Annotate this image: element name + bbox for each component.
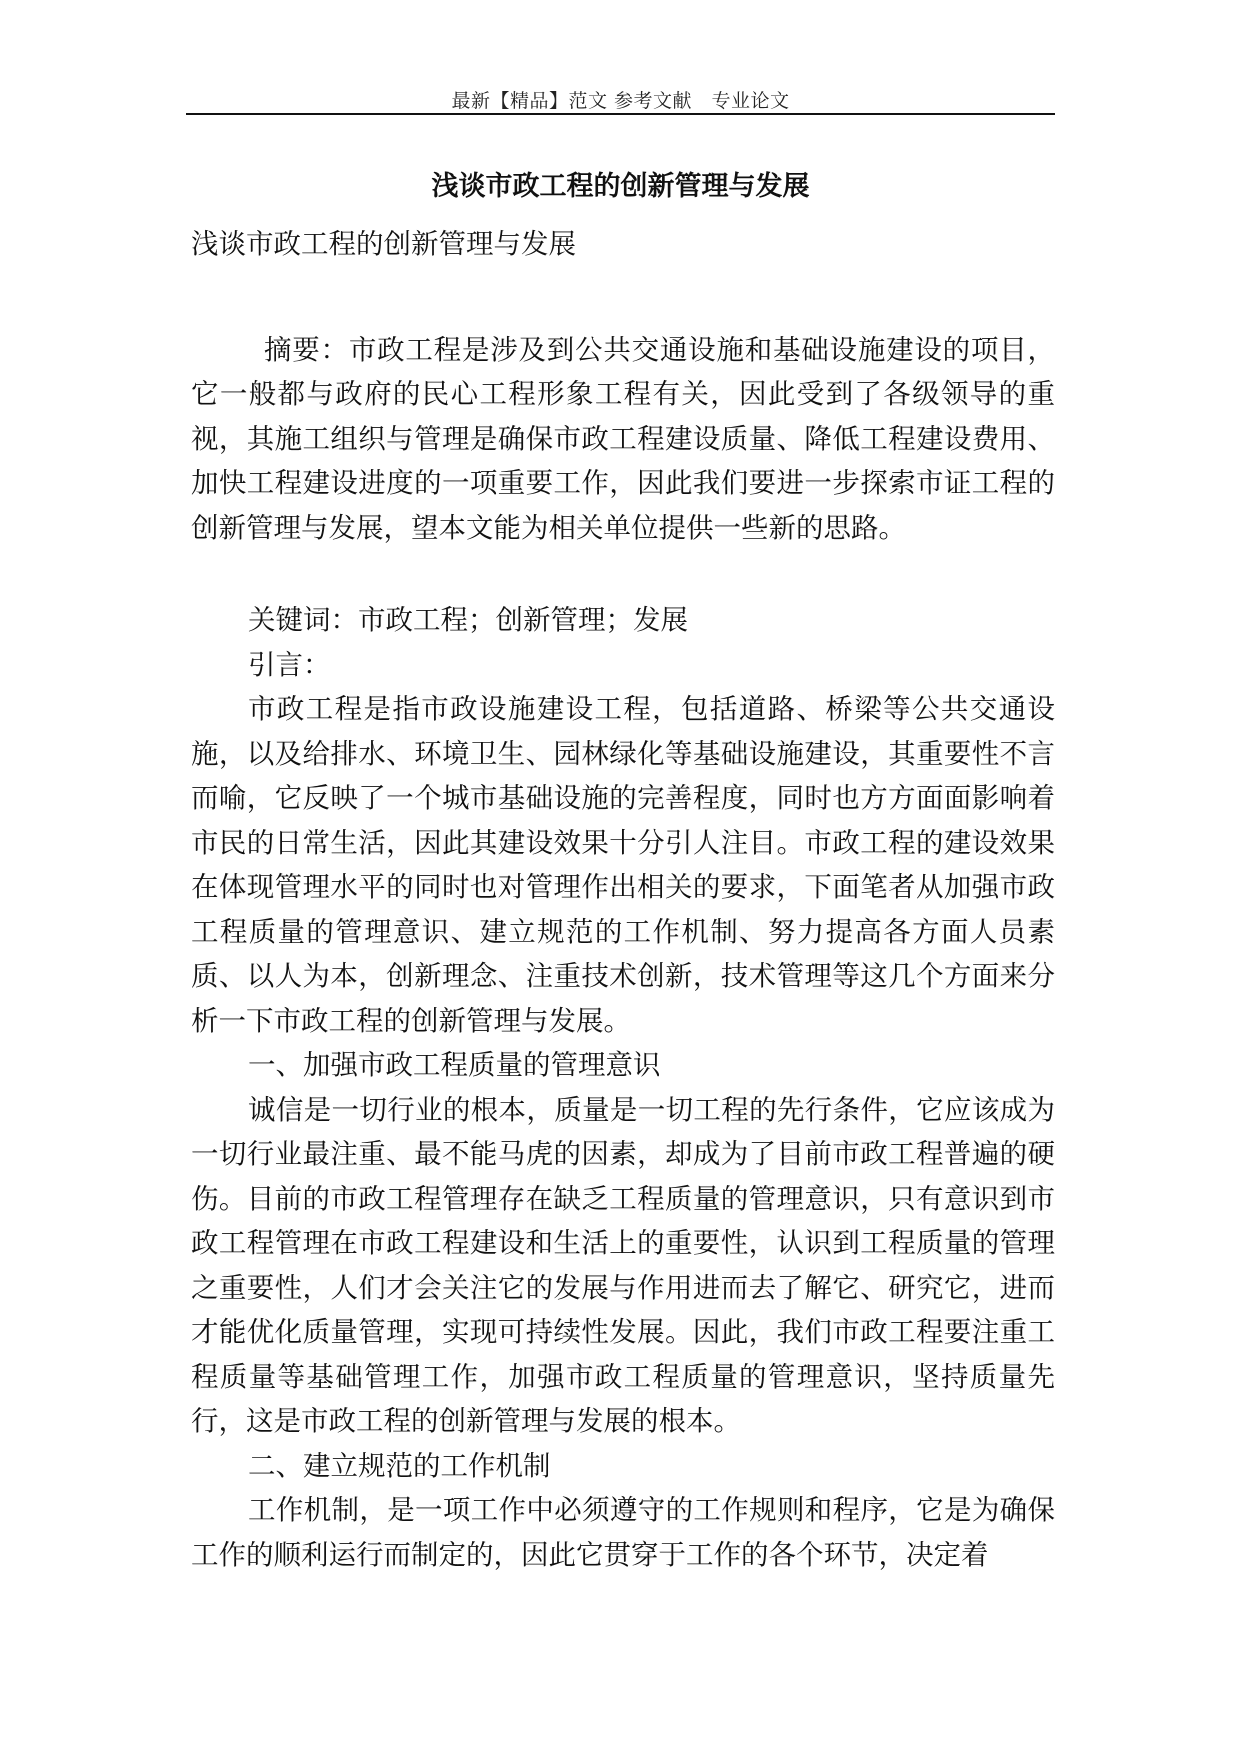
section-2-heading: 二、建立规范的工作机制 [248, 1449, 551, 1482]
document-subtitle: 浅谈市政工程的创新管理与发展 [191, 228, 576, 260]
section-1-heading: 一、加强市政工程质量的管理意识 [248, 1049, 661, 1081]
keywords-line: 关键词：市政工程；创新管理；发展 [248, 604, 688, 636]
intro-paragraph: 市政工程是指市政设施建设工程，包括道路、桥梁等公共交通设施，以及给排水、环境卫生、园林绿化等基础设施建设，其重要性不言而喻，它反映了一个城市基础设施的完善程度，同时也方方面面影响着市民的日常生活，因此其建设效果十分引人注目。市政工程的建设效果在体现管理水平的同时也对管理作出相关的要求，下面笔者从加强市政工程质量的管理意识、建立规范的工作机制、努力提高各方面人员素质、以人为本，创新理念、注重技术创新，技术管理等这几个方面来分析一下市政工程的创新管理与发展。 [191, 693, 1055, 1037]
abstract-paragraph: 摘要：市政工程是涉及到公共交通设施和基础设施建设的项目，它一般都与政府的民心工程形象工程有关，因此受到了各级领导的重视，其施工组织与管理是确保市政工程建设质量、降低工程建设费用、加快工程建设进度的一项重要工作，因此我们要进一步探索市证工程的创新管理与发展，望本文能为相关单位提供一些新的思路。 [191, 333, 1055, 544]
page-header: 最新【精品】范文 参考文献 专业论文 [451, 90, 790, 112]
section-1-paragraph: 诚信是一切行业的根本，质量是一切工程的先行条件，它应该成为一切行业最注重、最不能马虎的因素，却成为了目前市政工程普遍的硬伤。目前的市政工程管理存在缺乏工程质量的管理意识，只有意识到市政工程管理在市政工程建设和生活上的重要性，认识到工程质量的管理之重要性，人们才会关注它的发展与作用进而去了解它、研究它，进而才能优化质量管理，实现可持续性发展。因此，我们市政工程要注重工程质量等基础管理工作，加强市政工程质量的管理意识，坚持质量先行，这是市政工程的创新管理与发展的根本。 [191, 1093, 1055, 1437]
document-body [191, 222, 1055, 1577]
section-2-paragraph: 工作机制，是一项工作中必须遵守的工作规则和程序，它是为确保工作的顺利运行而制定的，因此它贯穿于工作的各个环节，决定着 [191, 1494, 1055, 1571]
header-divider [186, 113, 1055, 115]
intro-heading: 引言： [248, 648, 331, 681]
document-title: 浅谈市政工程的创新管理与发展 [431, 171, 810, 202]
